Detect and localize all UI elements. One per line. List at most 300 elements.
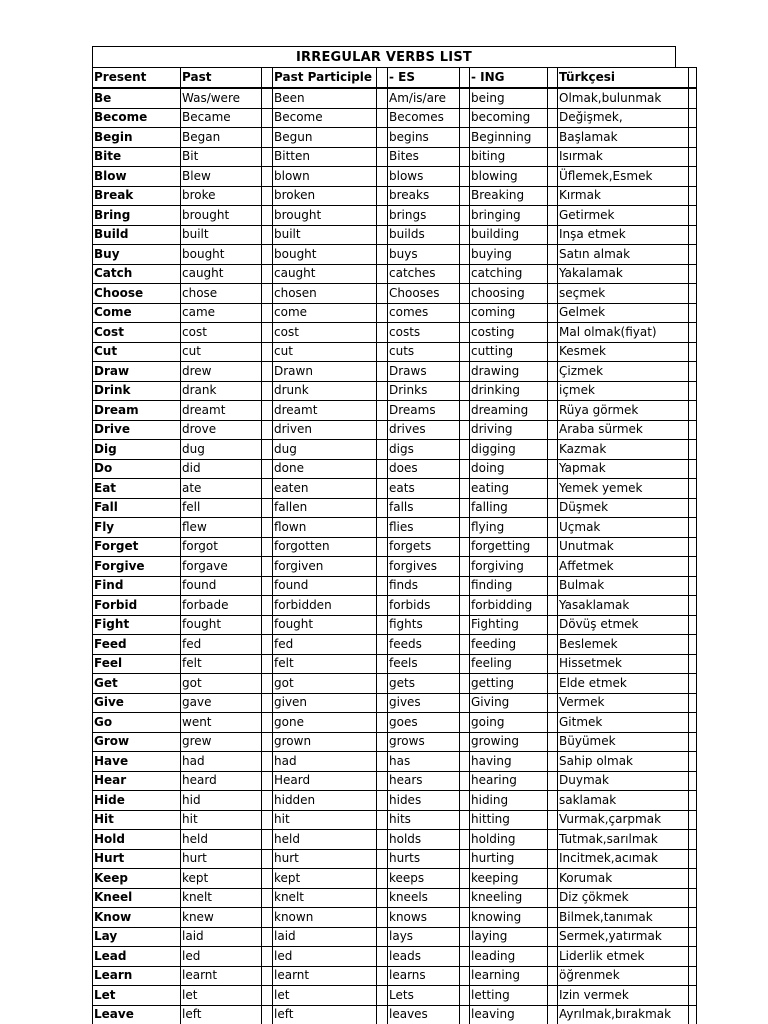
cell-ing-form: blowing xyxy=(470,167,548,187)
column-divider xyxy=(548,440,558,460)
column-divider xyxy=(460,264,470,284)
column-divider xyxy=(460,206,470,226)
table-row xyxy=(93,284,697,304)
column-divider xyxy=(689,459,697,479)
column-divider xyxy=(262,752,273,772)
cell-es-form: breaks xyxy=(388,186,460,206)
column-divider xyxy=(262,557,273,577)
cell-ing-form: holding xyxy=(470,830,548,850)
cell-turkish: saklamak xyxy=(558,791,689,811)
column-divider xyxy=(377,88,388,108)
column-divider xyxy=(460,986,470,1006)
column-divider xyxy=(262,849,273,869)
column-divider xyxy=(548,791,558,811)
column-divider xyxy=(689,615,697,635)
cell-turkish: Kesmek xyxy=(558,342,689,362)
column-divider xyxy=(460,303,470,323)
cell-past: came xyxy=(181,303,262,323)
cell-past-participle: felt xyxy=(273,654,377,674)
column-divider xyxy=(460,888,470,908)
cell-turkish: Değişmek, xyxy=(558,108,689,128)
column-divider xyxy=(548,752,558,772)
table-row xyxy=(93,888,697,908)
header-present: Present xyxy=(93,68,181,89)
cell-ing-form: eating xyxy=(470,479,548,499)
cell-past-participle: kept xyxy=(273,869,377,889)
cell-past: bought xyxy=(181,245,262,265)
column-divider xyxy=(689,635,697,655)
cell-ing-form: cutting xyxy=(470,342,548,362)
column-divider xyxy=(548,420,558,440)
column-divider xyxy=(460,732,470,752)
column-divider xyxy=(377,986,388,1006)
cell-past: learnt xyxy=(181,966,262,986)
cell-turkish: Satın almak xyxy=(558,245,689,265)
column-divider xyxy=(460,108,470,128)
column-divider xyxy=(377,68,388,89)
cell-past-participle: cost xyxy=(273,323,377,343)
cell-past: hid xyxy=(181,791,262,811)
cell-ing-form: Breaking xyxy=(470,186,548,206)
cell-past-participle: Been xyxy=(273,88,377,108)
cell-past: flew xyxy=(181,518,262,538)
cell-past: went xyxy=(181,713,262,733)
column-divider xyxy=(460,225,470,245)
column-divider xyxy=(548,1005,558,1024)
column-divider xyxy=(548,947,558,967)
cell-past: caught xyxy=(181,264,262,284)
cell-past: knelt xyxy=(181,888,262,908)
table-row xyxy=(93,927,697,947)
column-divider xyxy=(689,947,697,967)
cell-past-participle: brought xyxy=(273,206,377,226)
cell-turkish: Bulmak xyxy=(558,576,689,596)
column-divider xyxy=(460,869,470,889)
column-divider xyxy=(460,479,470,499)
cell-es-form: begins xyxy=(388,128,460,148)
column-divider xyxy=(689,68,697,89)
column-divider xyxy=(548,849,558,869)
cell-present: Cut xyxy=(93,342,181,362)
cell-past-participle: hit xyxy=(273,810,377,830)
cell-ing-form: driving xyxy=(470,420,548,440)
column-divider xyxy=(262,810,273,830)
column-divider xyxy=(460,596,470,616)
column-divider xyxy=(460,693,470,713)
cell-turkish: Tutmak,sarılmak xyxy=(558,830,689,850)
column-divider xyxy=(262,68,273,89)
cell-ing-form: hitting xyxy=(470,810,548,830)
column-divider xyxy=(262,947,273,967)
cell-ing-form: leading xyxy=(470,947,548,967)
cell-es-form: forgives xyxy=(388,557,460,577)
column-divider xyxy=(548,381,558,401)
cell-past-participle: Heard xyxy=(273,771,377,791)
table-row xyxy=(93,869,697,889)
column-divider xyxy=(548,966,558,986)
cell-es-form: feels xyxy=(388,654,460,674)
cell-es-form: has xyxy=(388,752,460,772)
column-divider xyxy=(460,537,470,557)
cell-past: chose xyxy=(181,284,262,304)
cell-turkish: Kazmak xyxy=(558,440,689,460)
cell-past-participle: fought xyxy=(273,615,377,635)
column-divider xyxy=(377,245,388,265)
cell-es-form: Chooses xyxy=(388,284,460,304)
cell-es-form: costs xyxy=(388,323,460,343)
cell-present: Hurt xyxy=(93,849,181,869)
column-divider xyxy=(377,791,388,811)
header-es-form: - ES xyxy=(388,68,460,89)
cell-past: heard xyxy=(181,771,262,791)
cell-es-form: Becomes xyxy=(388,108,460,128)
cell-past-participle: hidden xyxy=(273,791,377,811)
cell-past-participle: laid xyxy=(273,927,377,947)
column-divider xyxy=(377,323,388,343)
column-divider xyxy=(548,284,558,304)
column-divider xyxy=(689,908,697,928)
column-divider xyxy=(548,635,558,655)
column-divider xyxy=(377,713,388,733)
cell-ing-form: forbidding xyxy=(470,596,548,616)
column-divider xyxy=(460,128,470,148)
cell-past-participle: knelt xyxy=(273,888,377,908)
cell-turkish: Yapmak xyxy=(558,459,689,479)
cell-present: Catch xyxy=(93,264,181,284)
table-row xyxy=(93,771,697,791)
column-divider xyxy=(460,498,470,518)
column-divider xyxy=(377,186,388,206)
column-divider xyxy=(460,947,470,967)
cell-past: built xyxy=(181,225,262,245)
cell-es-form: leads xyxy=(388,947,460,967)
column-divider xyxy=(262,888,273,908)
cell-ing-form: leaving xyxy=(470,1005,548,1024)
column-divider xyxy=(377,849,388,869)
cell-turkish: Ayrılmak,bırakmak xyxy=(558,1005,689,1024)
column-divider xyxy=(548,888,558,908)
cell-es-form: goes xyxy=(388,713,460,733)
cell-past-participle: built xyxy=(273,225,377,245)
cell-turkish: Elde etmek xyxy=(558,674,689,694)
cell-present: Begin xyxy=(93,128,181,148)
column-divider xyxy=(377,498,388,518)
cell-present: Choose xyxy=(93,284,181,304)
cell-ing-form: drawing xyxy=(470,362,548,382)
cell-past: cost xyxy=(181,323,262,343)
cell-past: forbade xyxy=(181,596,262,616)
cell-present: Kneel xyxy=(93,888,181,908)
table-row xyxy=(93,264,697,284)
column-divider xyxy=(262,771,273,791)
column-divider xyxy=(689,128,697,148)
cell-present: Build xyxy=(93,225,181,245)
column-divider xyxy=(377,362,388,382)
cell-past: grew xyxy=(181,732,262,752)
column-divider xyxy=(689,206,697,226)
cell-past-participle: held xyxy=(273,830,377,850)
column-divider xyxy=(460,791,470,811)
cell-past-participle: Bitten xyxy=(273,147,377,167)
cell-es-form: Lets xyxy=(388,986,460,1006)
cell-turkish: Uçmak xyxy=(558,518,689,538)
column-divider xyxy=(689,654,697,674)
column-divider xyxy=(548,576,558,596)
column-divider xyxy=(460,342,470,362)
table-row xyxy=(93,303,697,323)
cell-past: Blew xyxy=(181,167,262,187)
table-row xyxy=(93,635,697,655)
table-row xyxy=(93,245,697,265)
column-divider xyxy=(548,830,558,850)
column-divider xyxy=(689,342,697,362)
cell-past: ate xyxy=(181,479,262,499)
column-divider xyxy=(460,713,470,733)
column-divider xyxy=(460,420,470,440)
column-divider xyxy=(377,1005,388,1024)
cell-turkish: öğrenmek xyxy=(558,966,689,986)
column-divider xyxy=(377,908,388,928)
cell-turkish: Olmak,bulunmak xyxy=(558,88,689,108)
cell-past-participle: fed xyxy=(273,635,377,655)
column-divider xyxy=(460,381,470,401)
column-divider xyxy=(262,479,273,499)
column-divider xyxy=(377,654,388,674)
cell-present: Learn xyxy=(93,966,181,986)
cell-past-participle: gone xyxy=(273,713,377,733)
column-divider xyxy=(262,284,273,304)
table-row xyxy=(93,108,697,128)
cell-past-participle: led xyxy=(273,947,377,967)
column-divider xyxy=(262,420,273,440)
column-divider xyxy=(689,108,697,128)
cell-ing-form: hearing xyxy=(470,771,548,791)
column-divider xyxy=(689,927,697,947)
table-row xyxy=(93,167,697,187)
column-divider xyxy=(262,869,273,889)
column-divider xyxy=(460,440,470,460)
cell-turkish: Başlamak xyxy=(558,128,689,148)
cell-present: Have xyxy=(93,752,181,772)
cell-turkish: Isırmak xyxy=(558,147,689,167)
table-row xyxy=(93,986,697,1006)
column-divider xyxy=(262,459,273,479)
column-divider xyxy=(689,401,697,421)
cell-past-participle: dug xyxy=(273,440,377,460)
cell-past-participle: Drawn xyxy=(273,362,377,382)
cell-present: Break xyxy=(93,186,181,206)
cell-ing-form: keeping xyxy=(470,869,548,889)
column-divider xyxy=(262,537,273,557)
cell-past-participle: caught xyxy=(273,264,377,284)
cell-past: kept xyxy=(181,869,262,889)
column-divider xyxy=(689,674,697,694)
cell-ing-form: getting xyxy=(470,674,548,694)
cell-present: Eat xyxy=(93,479,181,499)
header-ing-form: - ING xyxy=(470,68,548,89)
column-divider xyxy=(689,264,697,284)
cell-past: fed xyxy=(181,635,262,655)
cell-es-form: brings xyxy=(388,206,460,226)
column-divider xyxy=(548,459,558,479)
column-divider xyxy=(689,869,697,889)
column-divider xyxy=(548,713,558,733)
column-divider xyxy=(262,88,273,108)
column-divider xyxy=(548,986,558,1006)
cell-present: Leave xyxy=(93,1005,181,1024)
cell-ing-form: doing xyxy=(470,459,548,479)
cell-turkish: Liderlik etmek xyxy=(558,947,689,967)
cell-past: Was/were xyxy=(181,88,262,108)
column-divider xyxy=(460,576,470,596)
column-divider xyxy=(377,771,388,791)
column-divider xyxy=(262,167,273,187)
cell-present: Draw xyxy=(93,362,181,382)
cell-past-participle: flown xyxy=(273,518,377,538)
cell-past: cut xyxy=(181,342,262,362)
cell-es-form: keeps xyxy=(388,869,460,889)
cell-past-participle: let xyxy=(273,986,377,1006)
cell-past: drank xyxy=(181,381,262,401)
header-past-participle: Past Participle xyxy=(273,68,377,89)
cell-turkish: Vurmak,çarpmak xyxy=(558,810,689,830)
table-row xyxy=(93,362,697,382)
column-divider xyxy=(689,596,697,616)
cell-ing-form: digging xyxy=(470,440,548,460)
column-divider xyxy=(460,752,470,772)
cell-turkish: Bilmek,tanımak xyxy=(558,908,689,928)
column-divider xyxy=(548,245,558,265)
column-divider xyxy=(548,479,558,499)
column-divider xyxy=(262,615,273,635)
table-row xyxy=(93,966,697,986)
table-row xyxy=(93,420,697,440)
cell-es-form: hurts xyxy=(388,849,460,869)
table-row xyxy=(93,947,697,967)
column-divider xyxy=(377,206,388,226)
column-divider xyxy=(460,654,470,674)
cell-past: dug xyxy=(181,440,262,460)
column-divider xyxy=(262,966,273,986)
column-divider xyxy=(377,479,388,499)
column-divider xyxy=(689,966,697,986)
table-row xyxy=(93,596,697,616)
cell-past-participle: forgiven xyxy=(273,557,377,577)
column-divider xyxy=(377,635,388,655)
column-divider xyxy=(548,147,558,167)
table-row xyxy=(93,791,697,811)
column-divider xyxy=(262,635,273,655)
cell-es-form: hides xyxy=(388,791,460,811)
column-divider xyxy=(548,596,558,616)
cell-past-participle: got xyxy=(273,674,377,694)
cell-past-participle: broken xyxy=(273,186,377,206)
column-divider xyxy=(548,303,558,323)
column-divider xyxy=(377,752,388,772)
column-divider xyxy=(460,557,470,577)
column-divider xyxy=(460,674,470,694)
cell-past-participle: chosen xyxy=(273,284,377,304)
column-divider xyxy=(548,88,558,108)
cell-ing-form: building xyxy=(470,225,548,245)
cell-es-form: digs xyxy=(388,440,460,460)
column-divider xyxy=(460,186,470,206)
cell-present: Fly xyxy=(93,518,181,538)
cell-past-participle: come xyxy=(273,303,377,323)
column-divider xyxy=(460,966,470,986)
cell-es-form: Dreams xyxy=(388,401,460,421)
column-divider xyxy=(262,186,273,206)
column-divider xyxy=(689,498,697,518)
cell-past: found xyxy=(181,576,262,596)
column-divider xyxy=(262,830,273,850)
column-divider xyxy=(377,947,388,967)
column-divider xyxy=(460,362,470,382)
cell-turkish: Beslemek xyxy=(558,635,689,655)
column-divider xyxy=(548,908,558,928)
column-divider xyxy=(377,810,388,830)
table-row xyxy=(93,713,697,733)
cell-past-participle: bought xyxy=(273,245,377,265)
column-divider xyxy=(262,986,273,1006)
cell-ing-form: letting xyxy=(470,986,548,1006)
table-row xyxy=(93,830,697,850)
cell-present: Bring xyxy=(93,206,181,226)
table-row xyxy=(93,206,697,226)
column-divider xyxy=(460,849,470,869)
column-divider xyxy=(262,381,273,401)
table-row xyxy=(93,342,697,362)
cell-past-participle: cut xyxy=(273,342,377,362)
cell-past-participle: Become xyxy=(273,108,377,128)
cell-past: Began xyxy=(181,128,262,148)
header-past: Past xyxy=(181,68,262,89)
column-divider xyxy=(262,245,273,265)
table-row xyxy=(93,674,697,694)
cell-turkish: seçmek xyxy=(558,284,689,304)
column-divider xyxy=(689,830,697,850)
cell-turkish: Sahip olmak xyxy=(558,752,689,772)
cell-present: Forget xyxy=(93,537,181,557)
column-divider xyxy=(689,147,697,167)
cell-ing-form: hurting xyxy=(470,849,548,869)
cell-past: forgave xyxy=(181,557,262,577)
column-divider xyxy=(689,752,697,772)
column-divider xyxy=(377,966,388,986)
column-divider xyxy=(548,225,558,245)
cell-turkish: Hissetmek xyxy=(558,654,689,674)
column-divider xyxy=(548,186,558,206)
cell-turkish: Yasaklamak xyxy=(558,596,689,616)
column-divider xyxy=(548,206,558,226)
cell-present: Fall xyxy=(93,498,181,518)
cell-ing-form: Beginning xyxy=(470,128,548,148)
cell-past: Bit xyxy=(181,147,262,167)
column-divider xyxy=(548,732,558,752)
cell-turkish: Inşa etmek xyxy=(558,225,689,245)
cell-ing-form: coming xyxy=(470,303,548,323)
cell-past-participle: drunk xyxy=(273,381,377,401)
column-divider xyxy=(262,791,273,811)
column-divider xyxy=(689,713,697,733)
table-row xyxy=(93,459,697,479)
cell-ing-form: forgiving xyxy=(470,557,548,577)
cell-present: Hear xyxy=(93,771,181,791)
column-divider xyxy=(548,557,558,577)
cell-ing-form: choosing xyxy=(470,284,548,304)
cell-turkish: Affetmek xyxy=(558,557,689,577)
table-row xyxy=(93,479,697,499)
